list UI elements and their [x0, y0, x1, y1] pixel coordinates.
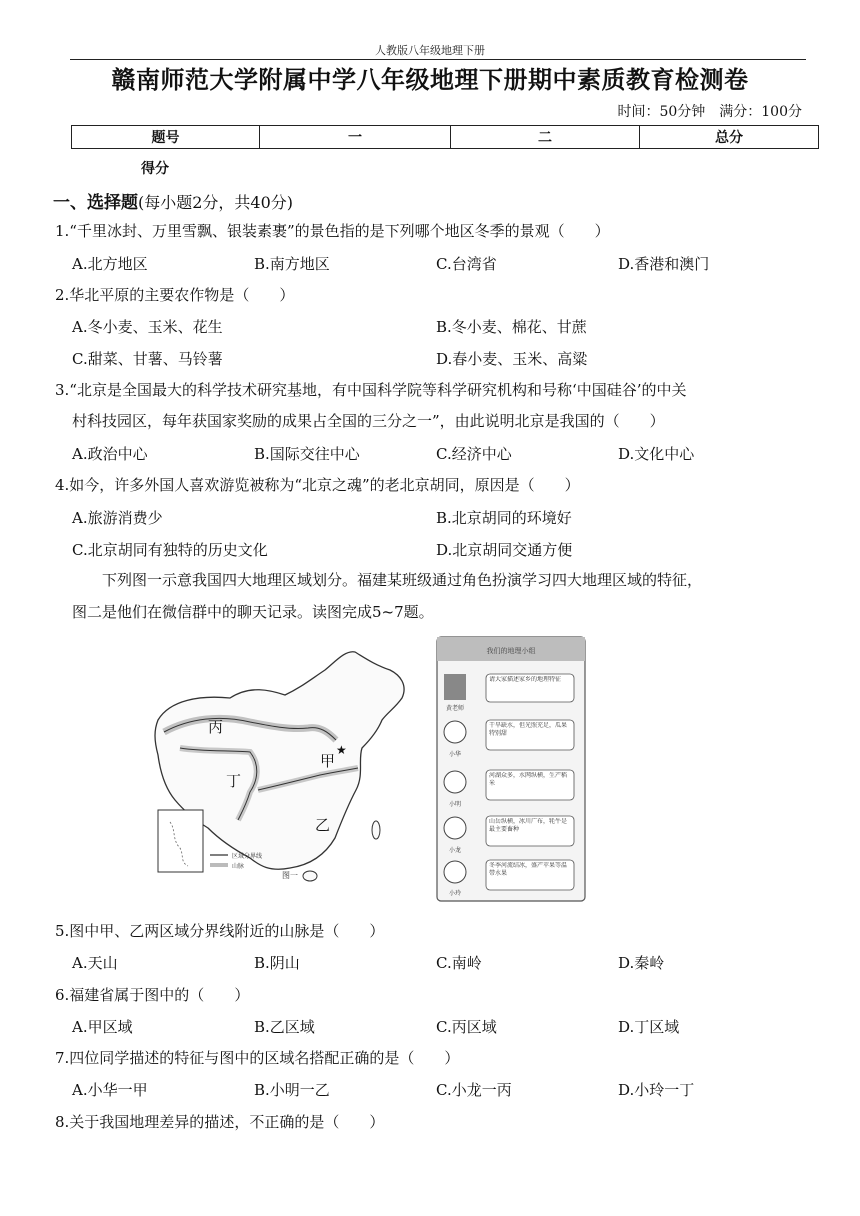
passage-line-1: 下列图一示意我国四大地理区域划分。福建某班级通过角色扮演学习四大地理区域的特征，: [102, 571, 703, 589]
section-title: 一、选择题: [53, 193, 138, 213]
chat-name-3: 小明: [448, 801, 462, 808]
q1-option-a: A.北方地区: [72, 255, 148, 273]
score-header-total: 总分: [640, 126, 819, 149]
q1-option-d: D.香港和澳门: [618, 255, 710, 273]
q4-option-d: D.北京胡同交通方便: [436, 541, 573, 559]
wechat-chat-figure: [436, 636, 586, 902]
chat-name-4: 小龙: [448, 847, 462, 854]
section-heading: [53, 188, 293, 213]
question-3-stem-cont: 村科技园区，每年获国家奖励的成果占全国的三分之一”，由此说明北京是我国的（ ）: [72, 412, 665, 430]
chat-message-5: 冬季河流结冰，盛产苹果等温带水果: [489, 862, 568, 877]
chat-message-4: 山岳纵横，冰川广布，牦牛是最主要畜种: [489, 818, 568, 833]
q6-option-b: B.乙区域: [254, 1018, 315, 1036]
map-caption: 图一: [282, 871, 298, 880]
question-7-stem: 7.四位同学描述的特征与图中的区域名搭配正确的是（ ）: [55, 1049, 460, 1067]
q2-option-b: B.冬小麦、棉花、甘蔗: [436, 318, 587, 336]
legend-boundary: 区域分界线: [232, 853, 263, 860]
region-label-jia: 甲: [320, 752, 336, 770]
time-info: 时间：50分钟 满分：100分: [617, 104, 802, 120]
region-map-figure: [150, 640, 420, 898]
score-header-number: 题号: [72, 126, 260, 149]
chat-screen: [436, 636, 586, 902]
q2-option-d: D.春小麦、玉米、高粱: [436, 350, 588, 368]
chat-message-3: 河湖众多，水网纵横，生产稻米: [489, 772, 568, 787]
question-6-stem: 6.福建省属于图中的（ ）: [55, 986, 250, 1004]
score-header-2: 二: [451, 126, 640, 149]
chat-message-2: 干旱缺水，但光照充足，瓜果特别甜: [489, 722, 568, 737]
question-5-stem: 5.图中甲、乙两区域分界线附近的山脉是（ ）: [55, 922, 385, 940]
chat-name-1: 黄老师: [445, 705, 465, 712]
china-region-map: [150, 640, 420, 898]
question-1-stem: 1.“千里冰封、万里雪飘、银装素裹”的景色指的是下列哪个地区冬季的景观（ ）: [55, 222, 610, 240]
chat-header-title: 我们的地理小组: [486, 647, 536, 655]
question-4-stem: 4.如今，许多外国人喜欢游览被称为“北京之魂”的老北京胡同，原因是（ ）: [55, 476, 580, 494]
q3-option-d: D.文化中心: [618, 445, 695, 463]
exam-title: 赣南师范大学附属中学八年级地理下册期中素质教育检测卷: [111, 65, 749, 94]
q4-option-b: B.北京胡同的环境好: [436, 509, 572, 527]
q1-option-c: C.台湾省: [436, 255, 497, 273]
q6-option-a: A.甲区域: [72, 1018, 133, 1036]
chat-name-2: 小华: [448, 751, 462, 758]
score-header-1: 一: [260, 126, 451, 149]
question-3-stem: 3.“北京是全国最大的科学技术研究基地，有中国科学院等科学研究机构和号称‘中国硅谷’的中关: [55, 381, 687, 399]
q5-option-c: C.南岭: [436, 954, 482, 972]
svg-text:★: ★: [336, 743, 347, 757]
legend-mountain: 山脉: [232, 863, 245, 870]
q7-option-d: D.小玲一丁: [618, 1081, 695, 1099]
q5-option-a: A.天山: [72, 954, 118, 972]
running-header: 人教版八年级地理下册: [375, 44, 485, 57]
chat-name-5: 小玲: [448, 890, 462, 897]
q6-option-d: D.丁区域: [618, 1018, 680, 1036]
q5-option-d: D.秦岭: [618, 954, 665, 972]
q7-option-c: C.小龙一丙: [436, 1081, 512, 1099]
question-8-stem: 8.关于我国地理差异的描述，不正确的是（ ）: [55, 1113, 385, 1131]
passage-line-2: 图二是他们在微信群中的聊天记录。读图完成5~7题。: [72, 603, 434, 621]
q6-option-c: C.丙区域: [436, 1018, 497, 1036]
region-label-bing: 丙: [208, 718, 224, 736]
q2-option-c: C.甜菜、甘薯、马铃薯: [72, 350, 223, 368]
q4-option-a: A.旅游消费少: [72, 509, 163, 527]
q4-option-c: C.北京胡同有独特的历史文化: [72, 541, 268, 559]
q3-option-c: C.经济中心: [436, 445, 512, 463]
region-label-yi: 乙: [315, 816, 331, 834]
score-row-label: 得分: [141, 161, 169, 177]
q7-option-a: A.小华一甲: [72, 1081, 148, 1099]
q5-option-b: B.阴山: [254, 954, 300, 972]
question-2-stem: 2.华北平原的主要农作物是（ ）: [55, 286, 295, 304]
q3-option-b: B.国际交往中心: [254, 445, 360, 463]
chat-message-1: 请大家描述家乡的地理特征: [489, 676, 562, 683]
q3-option-a: A.政治中心: [72, 445, 148, 463]
q2-option-a: A.冬小麦、玉米、花生: [72, 318, 223, 336]
score-table: [71, 125, 819, 149]
q1-option-b: B.南方地区: [254, 255, 330, 273]
region-label-ding: 丁: [226, 772, 242, 790]
section-note: (每小题2分，共40分): [138, 193, 294, 212]
q7-option-b: B.小明一乙: [254, 1081, 330, 1099]
